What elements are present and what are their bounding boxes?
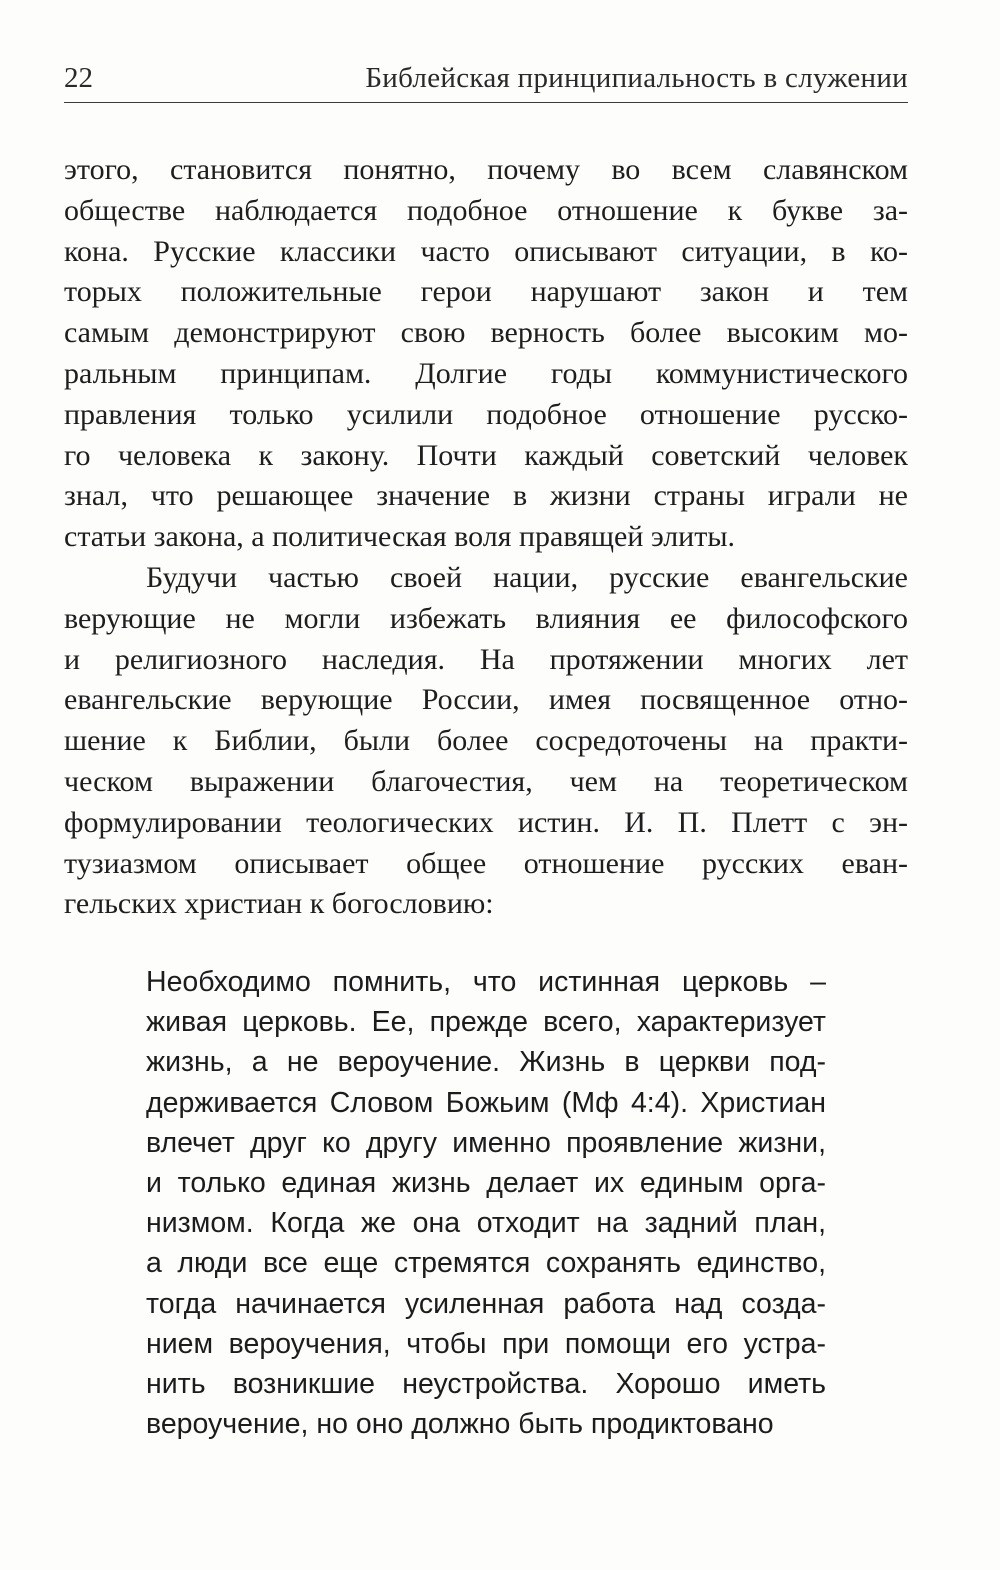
text-line: тузиазмом описывает общее отношение русских еван- [64,846,908,880]
quote-line: низмом. Когда же она отходит на задний план, [146,1207,826,1240]
text-line: и религиозного наследия. На протяжении многих лет [64,642,908,676]
text-line: кона. Русские классики часто описывают ситуации, в ко- [64,234,908,268]
quote-line: Необходимо помнить, что истинная церковь – [146,966,826,998]
text-line: формулировании теологических истин. И. П. Плетт с эн- [64,805,908,839]
quote-line: жизнь, а не вероучение. Жизнь в церкви под- [146,1046,826,1079]
quote-line: тогда начинается усиленная работа над созда- [146,1287,826,1320]
text-line: статьи закона, а политическая воля правящей элиты. [64,520,736,554]
header-rule [64,102,908,103]
page-header [64,62,908,102]
main-text [64,150,908,925]
text-line: ческом выражении благочестия, чем на теоретическом [64,764,908,798]
quote-line: и только единая жизнь делает их единым орга- [146,1166,826,1199]
text-line: евангельские верующие России, имея посвященное отно- [64,683,908,717]
text-line: го человека к закону. Почти каждый советский человек [64,438,908,472]
text-line: ральным принципам. Долгие годы коммунистического [64,356,908,390]
text-line: шение к Библии, были более сосредоточены на практи- [64,724,908,758]
quote-line: вероучение, но оно должно быть продиктовано [146,1408,774,1441]
quote-line: живая церковь. Ее, прежде всего, характеризует [146,1006,826,1039]
quote-line: а люди все еще стремятся сохранять единство, [146,1247,826,1280]
paragraph-1 [64,150,908,558]
text-line: торых положительные герои нарушают закон и тем [64,275,908,309]
quote-line: влечет друг ко другу именно проявление жизни, [146,1126,826,1159]
page-number: 22 [64,62,93,94]
block-quote [146,962,826,1444]
quote-line: держивается Словом Божьим (Мф 4:4). Христиан [146,1086,826,1119]
paragraph-2 [64,558,908,925]
running-title: Библейская принципиальность в служении [365,62,908,94]
quote-line: нить возникшие неустройства. Хорошо иметь [146,1367,826,1400]
text-line: гельских христиан к богословию: [64,887,494,921]
text-line: знал, что решающее значение в жизни страны играли не [64,479,908,513]
text-line: самым демонстрируют свою верность более высоким мо- [64,316,908,350]
text-line: этого, становится понятно, почему во всем славянском [64,153,908,186]
text-line: правления только усилили подобное отношение русско- [64,397,908,431]
text-line: Будучи частью своей нации, русские евангельские [146,560,908,594]
quote-line: нием вероучения, чтобы при помощи его устра- [146,1327,826,1360]
text-line: верующие не могли избежать влияния ее философского [64,601,908,635]
text-line: обществе наблюдается подобное отношение к букве за- [64,193,908,227]
